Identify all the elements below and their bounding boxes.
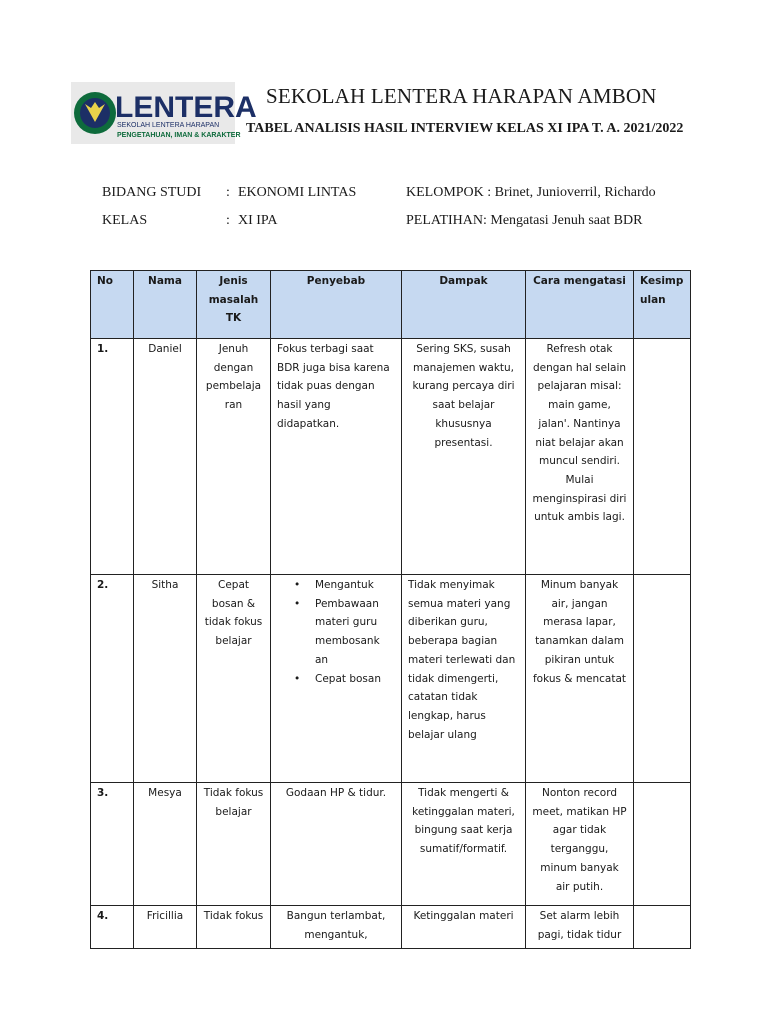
analysis-table xyxy=(90,270,691,949)
school-logo xyxy=(71,82,257,144)
cell-no: 1. xyxy=(91,339,134,575)
header-penyebab: Penyebab xyxy=(271,271,402,339)
table-title: TABEL ANALISIS HASIL INTERVIEW KELAS XI IPA T. A. 2021/2022 xyxy=(246,121,684,136)
cell-nama: Daniel xyxy=(134,339,197,575)
cell-nama: Fricillia xyxy=(134,906,197,949)
cause-item: • Cepat bosan xyxy=(277,670,395,689)
cell-jenis: Jenuh dengan pembelaja ran xyxy=(197,339,271,575)
cell-no: 2. xyxy=(91,575,134,783)
kelas-label: KELAS xyxy=(102,213,148,228)
cell-dampak: Tidak menyimak semua materi yang diberikan guru, beberapa bagian materi terlewati dan tidak dimengerti, catatan tidak lengkap, harus belajar ulang xyxy=(402,575,526,783)
table-header-row xyxy=(91,271,691,339)
kelompok-info: KELOMPOK : Brinet, Junioverril, Richardo xyxy=(406,185,656,200)
cell-dampak: Tidak mengerti & ketinggalan materi, bingung saat kerja sumatif/formatif. xyxy=(402,783,526,906)
cell-jenis: Tidak fokus belajar xyxy=(197,783,271,906)
table-row xyxy=(91,906,691,949)
kelas-separator: : xyxy=(226,213,230,228)
header-no: No xyxy=(91,271,134,339)
cell-jenis: Tidak fokus xyxy=(197,906,271,949)
cell-cara: Refresh otak dengan hal selain pelajaran misal: main game, jalan'. Nantinya niat belajar akan muncul sendiri. Mulai menginspirasi diri untuk ambis lagi. xyxy=(526,339,634,575)
header-dampak: Dampak xyxy=(402,271,526,339)
table-row xyxy=(91,339,691,575)
cell-cara: Set alarm lebih pagi, tidak tidur xyxy=(526,906,634,949)
table-row xyxy=(91,783,691,906)
bidang-studi-value: EKONOMI LINTAS xyxy=(238,185,357,200)
header-jenis: Jenis masalah TK xyxy=(197,271,271,339)
header-cara: Cara mengatasi xyxy=(526,271,634,339)
cell-cara: Nonton record meet, matikan HP agar tidak terganggu, minum banyak air putih. xyxy=(526,783,634,906)
header-nama: Nama xyxy=(134,271,197,339)
cell-no: 4. xyxy=(91,906,134,949)
bidang-studi-separator: : xyxy=(226,185,230,200)
cell-penyebab: Bangun terlambat, mengantuk, xyxy=(271,906,402,949)
cell-penyebab: Godaan HP & tidur. xyxy=(271,783,402,906)
cause-item: • Mengantuk xyxy=(277,576,395,595)
cell-jenis: Cepat bosan & tidak fokus belajar xyxy=(197,575,271,783)
logo-tagline: PENGETAHUAN, IMAN & KARAKTER xyxy=(117,132,241,139)
logo-subtitle: SEKOLAH LENTERA HARAPAN xyxy=(117,122,220,129)
cell-penyebab xyxy=(271,575,402,783)
cell-kesimpulan xyxy=(634,339,691,575)
cell-cara: Minum banyak air, jangan merasa lapar, tanamkan dalam pikiran untuk fokus & mencatat xyxy=(526,575,634,783)
table-row xyxy=(91,575,691,783)
cell-nama: Sitha xyxy=(134,575,197,783)
cell-kesimpulan xyxy=(634,906,691,949)
school-name: SEKOLAH LENTERA HARAPAN AMBON xyxy=(266,84,657,108)
cause-item: • Pembawaan materi guru membosank an xyxy=(277,595,395,670)
pelatihan-info: PELATIHAN: Mengatasi Jenuh saat BDR xyxy=(406,213,643,228)
cell-kesimpulan xyxy=(634,783,691,906)
header-kesimpulan: Kesimp ulan xyxy=(634,271,691,339)
cell-dampak: Ketinggalan materi xyxy=(402,906,526,949)
cause-list xyxy=(277,576,395,688)
cell-nama: Mesya xyxy=(134,783,197,906)
cell-kesimpulan xyxy=(634,575,691,783)
cell-penyebab: Fokus terbagi saat BDR juga bisa karena tidak puas dengan hasil yang didapatkan. xyxy=(271,339,402,575)
logo-wordmark: LENTERA xyxy=(115,91,257,124)
cell-dampak: Sering SKS, susah manajemen waktu, kurang percaya diri saat belajar khususnya presentasi. xyxy=(402,339,526,575)
bidang-studi-label: BIDANG STUDI xyxy=(102,185,202,200)
kelas-value: XI IPA xyxy=(238,213,278,228)
cell-no: 3. xyxy=(91,783,134,906)
